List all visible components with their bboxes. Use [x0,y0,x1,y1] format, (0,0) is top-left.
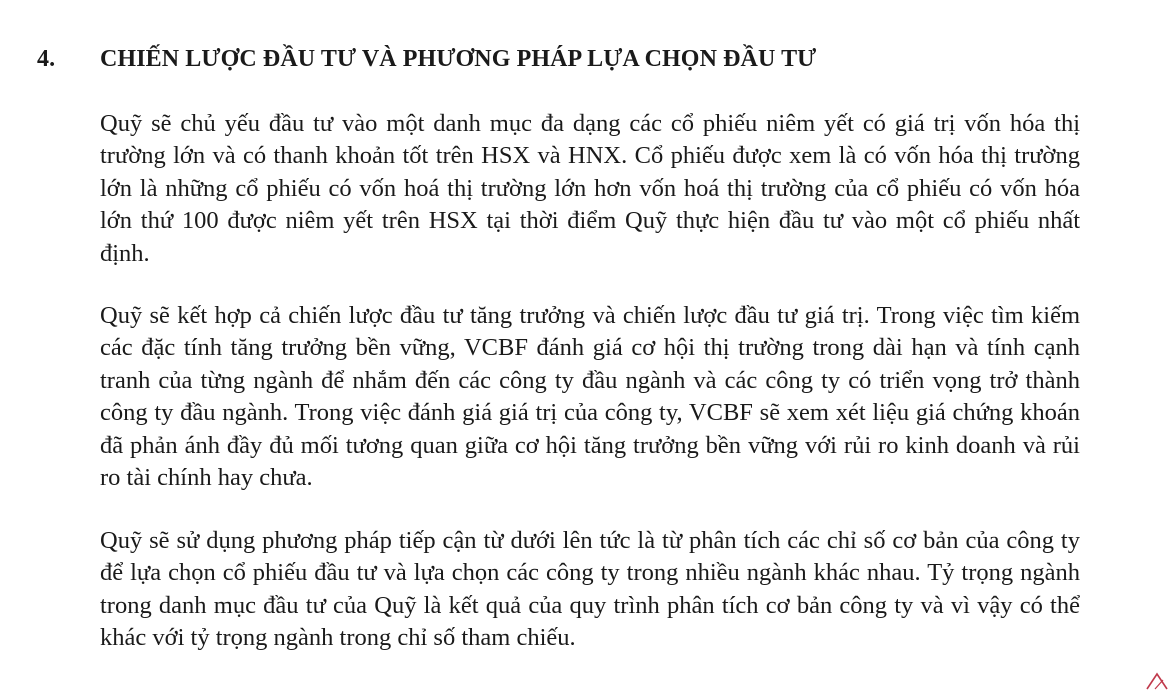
paragraph-bottom-up-approach: Quỹ sẽ sử dụng phương pháp tiếp cận từ dưới lên tức là từ phân tích các chỉ số cơ bản của công ty để lựa chọn cổ phiếu đầu tư và lựa chọn các công ty trong nhiều ngành khác nhau. Tỷ trọng ngành trong danh mục đầu tư của Quỹ là kết quả của quy trình phân tích cơ bản công ty và vì vậy có thể khác với tỷ trọng ngành trong chỉ số tham chiếu. [100,527,1080,652]
corner-pen-mark-icon [1143,668,1169,690]
section-number: 4. [37,46,56,72]
section-title: CHIẾN LƯỢC ĐẦU TƯ VÀ PHƯƠNG PHÁP LỰA CHỌN ĐẦU TƯ [100,46,817,72]
paragraph-strategy-combination: Quỹ sẽ kết hợp cả chiến lược đầu tư tăng trưởng và chiến lược đầu tư giá trị. Trong việc tìm kiếm các đặc tính tăng trưởng bền vững, VCBF đánh giá cơ hội thị trường trong dài hạn và tính cạnh tranh của từng ngành để nhắm đến các công ty đầu ngành và các công ty có triển vọng trở thành công ty đầu ngành. Trong việc đánh giá giá trị của công ty, VCBF sẽ xem xét liệu giá chứng khoán đã phản ánh đầy đủ mối tương quan giữa cơ hội tăng trưởng bền vững với rủi ro kinh doanh và rủi ro tài chính hay chưa. [100,302,1080,492]
paragraph-investment-universe: Quỹ sẽ chủ yếu đầu tư vào một danh mục đa dạng các cổ phiếu niêm yết có giá trị vốn hóa thị trường lớn và có thanh khoản tốt trên HSX và HNX. Cổ phiếu được xem là có vốn hóa thị trường lớn là những cổ phiếu có vốn hoá thị trường lớn hơn vốn hoá thị trường của cổ phiếu có vốn hóa lớn thứ 100 được niêm yết trên HSX tại thời điểm Quỹ thực hiện đầu tư vào một cổ phiếu nhất định. [100,110,1080,267]
